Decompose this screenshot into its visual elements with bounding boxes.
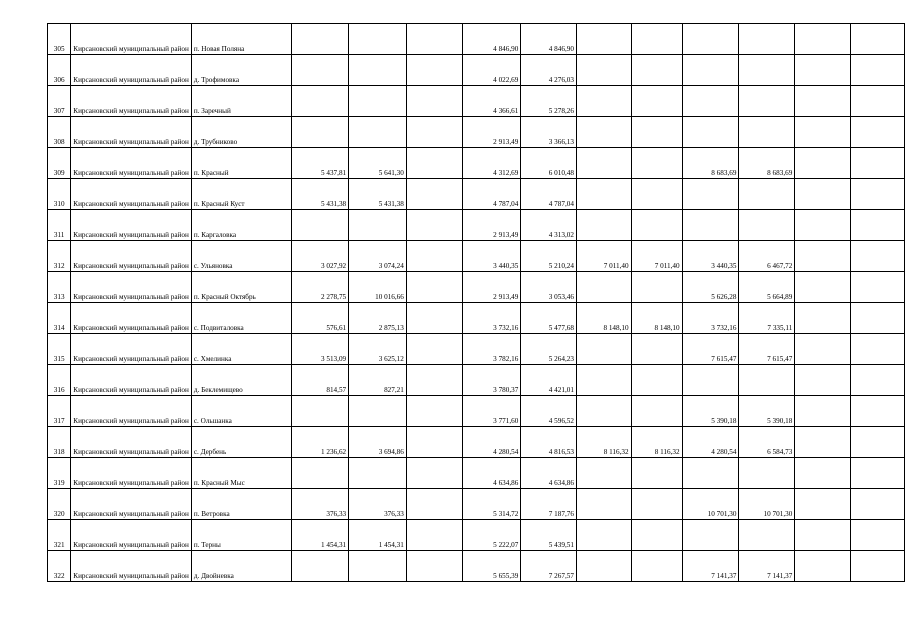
value-cell (850, 334, 904, 365)
value-cell: 3 780,37 (463, 365, 521, 396)
value-cell (682, 24, 739, 55)
value-cell (850, 179, 904, 210)
district-cell: Кирсановский муниципальный район (71, 520, 192, 551)
value-cell (576, 334, 631, 365)
table-row (48, 117, 905, 148)
value-cell: 4 596,52 (521, 396, 577, 427)
table-row (48, 489, 905, 520)
value-cell (631, 489, 682, 520)
value-cell (739, 86, 795, 117)
value-cell (850, 520, 904, 551)
value-cell (576, 55, 631, 86)
row-number: 311 (48, 210, 71, 241)
district-cell: Кирсановский муниципальный район (71, 117, 192, 148)
settlement-cell: с. Хмелинка (191, 334, 291, 365)
settlement-cell: д. Двойневка (191, 551, 291, 582)
table-row (48, 55, 905, 86)
row-number: 318 (48, 427, 71, 458)
row-number: 313 (48, 272, 71, 303)
row-number: 316 (48, 365, 71, 396)
value-cell: 10 701,30 (682, 489, 739, 520)
settlement-cell: с. Ульяновка (191, 241, 291, 272)
value-cell: 5 439,51 (521, 520, 577, 551)
value-cell (850, 210, 904, 241)
value-cell: 4 313,02 (521, 210, 577, 241)
value-cell: 376,33 (349, 489, 407, 520)
row-number: 320 (48, 489, 71, 520)
value-cell: 5 626,28 (682, 272, 739, 303)
value-cell: 4 846,90 (463, 24, 521, 55)
value-cell: 3 440,35 (682, 241, 739, 272)
value-cell: 7 011,40 (631, 241, 682, 272)
value-cell: 3 694,86 (349, 427, 407, 458)
district-cell: Кирсановский муниципальный район (71, 458, 192, 489)
value-cell: 7 011,40 (576, 241, 631, 272)
value-cell (406, 365, 462, 396)
value-cell (739, 365, 795, 396)
value-cell: 3 782,16 (463, 334, 521, 365)
value-cell (631, 272, 682, 303)
value-cell: 3 513,09 (291, 334, 348, 365)
value-cell (576, 24, 631, 55)
value-cell: 5 314,72 (463, 489, 521, 520)
value-cell: 10 701,30 (739, 489, 795, 520)
value-cell (850, 24, 904, 55)
value-cell (349, 551, 407, 582)
value-cell (682, 210, 739, 241)
value-cell (406, 520, 462, 551)
value-cell (850, 427, 904, 458)
table-row (48, 427, 905, 458)
value-cell: 8 683,69 (739, 148, 795, 179)
row-number: 322 (48, 551, 71, 582)
value-cell (682, 458, 739, 489)
value-cell (631, 86, 682, 117)
value-cell (291, 55, 348, 86)
value-cell (631, 458, 682, 489)
value-cell: 5 264,23 (521, 334, 577, 365)
value-cell (406, 458, 462, 489)
value-cell: 4 022,69 (463, 55, 521, 86)
settlement-cell: п. Красный (191, 148, 291, 179)
value-cell (576, 458, 631, 489)
value-cell: 2 913,49 (463, 272, 521, 303)
value-cell (795, 117, 850, 148)
value-cell (406, 334, 462, 365)
value-cell (406, 86, 462, 117)
value-cell (631, 396, 682, 427)
value-cell (406, 489, 462, 520)
district-cell: Кирсановский муниципальный район (71, 303, 192, 334)
value-cell (795, 179, 850, 210)
district-cell: Кирсановский муниципальный район (71, 427, 192, 458)
value-cell (739, 179, 795, 210)
value-cell: 5 390,18 (682, 396, 739, 427)
value-cell (795, 334, 850, 365)
table-row (48, 86, 905, 117)
value-cell: 5 664,89 (739, 272, 795, 303)
value-cell (406, 55, 462, 86)
settlement-cell: с. Подвиталовка (191, 303, 291, 334)
value-cell: 3 366,13 (521, 117, 577, 148)
value-cell (406, 396, 462, 427)
value-cell: 10 016,66 (349, 272, 407, 303)
value-cell: 6 584,73 (739, 427, 795, 458)
table-row (48, 303, 905, 334)
value-cell (850, 117, 904, 148)
value-cell (795, 210, 850, 241)
district-cell: Кирсановский муниципальный район (71, 55, 192, 86)
value-cell (406, 427, 462, 458)
value-cell (406, 210, 462, 241)
value-cell (850, 241, 904, 272)
value-cell (349, 24, 407, 55)
value-cell: 4 787,04 (521, 179, 577, 210)
value-cell: 7 141,37 (682, 551, 739, 582)
value-cell (349, 210, 407, 241)
value-cell: 5 210,24 (521, 241, 577, 272)
value-cell (682, 365, 739, 396)
value-cell (631, 551, 682, 582)
district-cell: Кирсановский муниципальный район (71, 365, 192, 396)
value-cell (576, 396, 631, 427)
value-cell (349, 86, 407, 117)
value-cell (850, 272, 904, 303)
value-cell: 3 074,24 (349, 241, 407, 272)
value-cell (850, 365, 904, 396)
value-cell (739, 458, 795, 489)
value-cell (850, 458, 904, 489)
row-number: 305 (48, 24, 71, 55)
value-cell (795, 241, 850, 272)
value-cell: 8 148,10 (576, 303, 631, 334)
value-cell (795, 458, 850, 489)
value-cell: 2 875,13 (349, 303, 407, 334)
value-cell (795, 427, 850, 458)
value-cell (795, 55, 850, 86)
value-cell (850, 489, 904, 520)
value-cell (631, 24, 682, 55)
district-cell: Кирсановский муниципальный район (71, 272, 192, 303)
value-cell (795, 272, 850, 303)
value-cell: 5 641,30 (349, 148, 407, 179)
district-cell: Кирсановский муниципальный район (71, 179, 192, 210)
value-cell: 814,57 (291, 365, 348, 396)
value-cell: 4 846,90 (521, 24, 577, 55)
settlement-cell: п. Терны (191, 520, 291, 551)
settlement-cell: с. Дербень (191, 427, 291, 458)
value-cell (576, 551, 631, 582)
row-number: 317 (48, 396, 71, 427)
value-cell (682, 55, 739, 86)
value-cell (682, 117, 739, 148)
value-cell (682, 179, 739, 210)
value-cell (406, 241, 462, 272)
value-cell (291, 551, 348, 582)
settlement-cell: п. Ветровка (191, 489, 291, 520)
row-number: 314 (48, 303, 71, 334)
settlement-cell: п. Заречный (191, 86, 291, 117)
district-cell: Кирсановский муниципальный район (71, 148, 192, 179)
value-cell (576, 520, 631, 551)
value-cell: 4 276,03 (521, 55, 577, 86)
value-cell: 3 732,16 (463, 303, 521, 334)
value-cell (576, 489, 631, 520)
settlement-cell: д. Трофимовка (191, 55, 291, 86)
value-cell (795, 520, 850, 551)
value-cell: 5 431,38 (291, 179, 348, 210)
value-cell (795, 148, 850, 179)
value-cell (850, 148, 904, 179)
value-cell: 4 816,53 (521, 427, 577, 458)
value-cell (406, 24, 462, 55)
value-cell (576, 86, 631, 117)
value-cell (795, 86, 850, 117)
row-number: 306 (48, 55, 71, 86)
value-cell: 827,21 (349, 365, 407, 396)
value-cell (850, 55, 904, 86)
value-cell: 7 335,11 (739, 303, 795, 334)
value-cell: 7 141,37 (739, 551, 795, 582)
data-table (47, 23, 905, 582)
settlement-cell: п. Новая Поляна (191, 24, 291, 55)
row-number: 309 (48, 148, 71, 179)
value-cell: 4 421,01 (521, 365, 577, 396)
row-number: 321 (48, 520, 71, 551)
value-cell: 3 053,46 (521, 272, 577, 303)
settlement-cell: п. Красный Октябрь (191, 272, 291, 303)
value-cell: 2 913,49 (463, 117, 521, 148)
settlement-cell: п. Каргаловка (191, 210, 291, 241)
value-cell (576, 210, 631, 241)
value-cell: 8 116,32 (631, 427, 682, 458)
row-number: 315 (48, 334, 71, 365)
value-cell: 5 655,39 (463, 551, 521, 582)
value-cell (291, 210, 348, 241)
settlement-cell: д. Трубниково (191, 117, 291, 148)
value-cell: 4 280,54 (463, 427, 521, 458)
value-cell: 376,33 (291, 489, 348, 520)
value-cell (795, 24, 850, 55)
value-cell (682, 86, 739, 117)
value-cell: 1 236,62 (291, 427, 348, 458)
value-cell (739, 520, 795, 551)
value-cell (406, 179, 462, 210)
value-cell (576, 179, 631, 210)
table-row (48, 24, 905, 55)
value-cell (406, 117, 462, 148)
value-cell (291, 458, 348, 489)
value-cell (406, 551, 462, 582)
value-cell: 1 454,31 (349, 520, 407, 551)
table-row (48, 148, 905, 179)
value-cell: 4 634,86 (463, 458, 521, 489)
district-cell: Кирсановский муниципальный район (71, 210, 192, 241)
value-cell: 8 683,69 (682, 148, 739, 179)
value-cell (576, 117, 631, 148)
row-number: 310 (48, 179, 71, 210)
value-cell (631, 148, 682, 179)
value-cell: 4 312,69 (463, 148, 521, 179)
value-cell (291, 86, 348, 117)
value-cell (631, 179, 682, 210)
value-cell: 2 913,49 (463, 210, 521, 241)
value-cell: 3 771,60 (463, 396, 521, 427)
value-cell (795, 365, 850, 396)
value-cell (795, 303, 850, 334)
value-cell (631, 365, 682, 396)
value-cell (850, 396, 904, 427)
value-cell: 5 222,07 (463, 520, 521, 551)
value-cell: 5 437,81 (291, 148, 348, 179)
value-cell: 7 615,47 (739, 334, 795, 365)
district-cell: Кирсановский муниципальный район (71, 86, 192, 117)
value-cell: 2 278,75 (291, 272, 348, 303)
value-cell (631, 117, 682, 148)
table-row (48, 396, 905, 427)
row-number: 312 (48, 241, 71, 272)
value-cell: 7 267,57 (521, 551, 577, 582)
value-cell: 576,61 (291, 303, 348, 334)
settlement-cell: п. Красный Куст (191, 179, 291, 210)
value-cell (850, 86, 904, 117)
district-cell: Кирсановский муниципальный район (71, 489, 192, 520)
value-cell: 5 278,26 (521, 86, 577, 117)
value-cell (739, 24, 795, 55)
value-cell: 8 148,10 (631, 303, 682, 334)
table-row (48, 458, 905, 489)
value-cell (631, 520, 682, 551)
value-cell (795, 396, 850, 427)
value-cell: 3 732,16 (682, 303, 739, 334)
district-cell: Кирсановский муниципальный район (71, 24, 192, 55)
value-cell (406, 303, 462, 334)
table-row (48, 365, 905, 396)
value-cell: 6 010,48 (521, 148, 577, 179)
settlement-cell: д. Беклемищево (191, 365, 291, 396)
value-cell (739, 55, 795, 86)
value-cell: 6 467,72 (739, 241, 795, 272)
value-cell: 3 440,35 (463, 241, 521, 272)
value-cell (349, 458, 407, 489)
row-number: 319 (48, 458, 71, 489)
value-cell (291, 24, 348, 55)
table-row (48, 210, 905, 241)
table-row (48, 520, 905, 551)
table-row (48, 241, 905, 272)
table-row (48, 272, 905, 303)
value-cell: 4 634,86 (521, 458, 577, 489)
value-cell (406, 272, 462, 303)
value-cell (631, 334, 682, 365)
value-cell: 4 787,04 (463, 179, 521, 210)
value-cell (850, 303, 904, 334)
value-cell (631, 55, 682, 86)
value-cell: 7 615,47 (682, 334, 739, 365)
value-cell (795, 551, 850, 582)
value-cell (631, 210, 682, 241)
value-cell: 5 390,18 (739, 396, 795, 427)
value-cell (850, 551, 904, 582)
row-number: 308 (48, 117, 71, 148)
district-cell: Кирсановский муниципальный район (71, 551, 192, 582)
value-cell (349, 117, 407, 148)
value-cell (349, 55, 407, 86)
table-row (48, 179, 905, 210)
value-cell (291, 396, 348, 427)
value-cell (291, 117, 348, 148)
row-number: 307 (48, 86, 71, 117)
table-row (48, 334, 905, 365)
value-cell: 7 187,76 (521, 489, 577, 520)
value-cell: 8 116,32 (576, 427, 631, 458)
district-cell: Кирсановский муниципальный район (71, 241, 192, 272)
value-cell (682, 520, 739, 551)
district-cell: Кирсановский муниципальный район (71, 334, 192, 365)
settlement-cell: п. Красный Мыс (191, 458, 291, 489)
settlement-cell: с. Ольшанка (191, 396, 291, 427)
table-body (48, 24, 905, 582)
value-cell (349, 396, 407, 427)
value-cell: 4 366,61 (463, 86, 521, 117)
value-cell (795, 489, 850, 520)
value-cell: 5 477,68 (521, 303, 577, 334)
value-cell: 3 027,92 (291, 241, 348, 272)
value-cell: 1 454,31 (291, 520, 348, 551)
value-cell (739, 210, 795, 241)
value-cell (406, 148, 462, 179)
value-cell: 3 625,12 (349, 334, 407, 365)
value-cell (576, 148, 631, 179)
value-cell (739, 117, 795, 148)
value-cell: 4 280,54 (682, 427, 739, 458)
value-cell (576, 272, 631, 303)
table-row (48, 551, 905, 582)
value-cell (576, 365, 631, 396)
value-cell: 5 431,38 (349, 179, 407, 210)
district-cell: Кирсановский муниципальный район (71, 396, 192, 427)
